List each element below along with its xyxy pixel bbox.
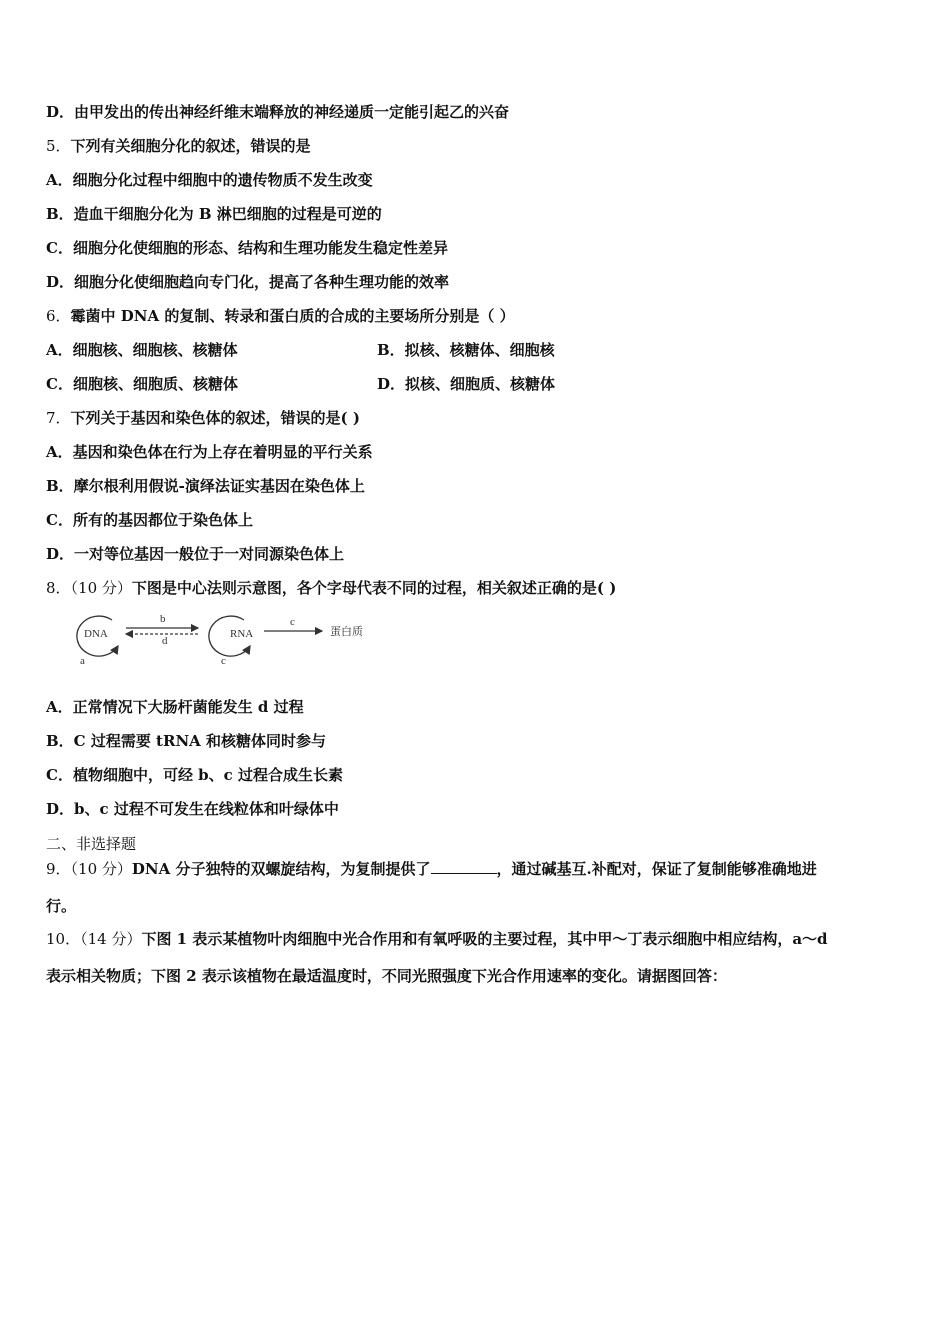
q8-option-d: D．b、c 过程不可发生在线粒体和叶绿体中 [46,800,339,818]
q5-option-b: B．造血干细胞分化为 B 淋巴细胞的过程是可逆的 [46,205,382,223]
q6-stem: 霉菌中 DNA 的复制、转录和蛋白质的合成的主要场所分别是（ ） [70,307,515,325]
q6-stem-line [46,306,515,326]
q10-number: 10． [46,930,81,948]
q9-part2: ，通过碱基互.补配对，保证了复制能够准确地进 [496,860,817,878]
q8-number: 8． [46,579,71,597]
q9-part1: DNA 分子独特的双螺旋结构，为复制提供了 [131,860,431,878]
q6-options-cd [46,374,238,394]
q7-number: 7． [46,409,71,427]
q7-option-b: B．摩尔根利用假说-演绎法证实基因在染色体上 [46,477,365,495]
q9-line1 [46,859,817,879]
q8-points: （10 分） [70,579,132,597]
q10-points: （14 分） [80,930,142,948]
q7-option-c: C．所有的基因都位于染色体上 [46,511,253,529]
q10-line1 [46,929,828,949]
q6-option-b: B．拟核、核糖体、细胞核 [377,341,555,359]
q9-points: （10 分） [70,860,132,878]
label-b: b [160,613,166,625]
q7-option-a: A．基因和染色体在行为上存在着明显的平行关系 [46,443,373,461]
q8-option-c: C．植物细胞中，可经 b、c 过程合成生长素 [46,766,344,784]
q9-answer-blank[interactable] [431,859,497,874]
q6-options-ab [46,340,238,360]
q5-number: 5． [46,137,71,155]
q7-stem: 下列关于基因和染色体的叙述，错误的是( ) [70,409,360,427]
q8-stem: 下图是中心法则示意图，各个字母代表不同的过程，相关叙述正确的是( ) [131,579,617,597]
section-heading: 二、非选择题 [46,835,137,853]
q9-part3: 行。 [46,897,77,915]
q5-stem-line [46,136,311,156]
q7-stem-line [46,408,360,428]
label-c-top: c [290,616,295,628]
q8-option-a: A．正常情况下大肠杆菌能发生 d 过程 [46,698,304,716]
label-c-bottom: c [221,655,226,667]
central-dogma-svg [58,606,388,668]
q5-option-a: A．细胞分化过程中细胞中的遗传物质不发生改变 [46,171,373,189]
protein-label: 蛋白质 [330,626,363,638]
q10-text1: 下图 1 表示某植物叶肉细胞中光合作用和有氧呼吸的主要过程，其中甲～丁表示细胞中相应结构，a～d [141,930,828,948]
q6-option-d: D．拟核、细胞质、核糖体 [377,375,556,393]
q6-option-c: C．细胞核、细胞质、核糖体 [46,375,238,393]
dna-label: DNA [84,628,108,640]
q7-option-d: D．一对等位基因一般位于一对同源染色体上 [46,545,345,563]
q5-option-c: C．细胞分化使细胞的形态、结构和生理功能发生稳定性差异 [46,239,448,257]
q10-line2: 表示相关物质；下图 2 表示该植物在最适温度时，不同光照强度下光合作用速率的变化。请据图回答： [46,967,727,985]
q8-stem-line [46,578,616,598]
q4-option-d: D．由甲发出的传出神经纤维末端释放的神经递质一定能引起乙的兴奋 [46,103,510,121]
rna-label: RNA [230,628,254,640]
q9-number: 9． [46,860,71,878]
q5-stem: 下列有关细胞分化的叙述，错误的是 [70,137,311,155]
q8-option-b: B．C 过程需要 tRNA 和核糖体同时参与 [46,732,327,750]
q6-option-a: A．细胞核、细胞核、核糖体 [46,341,238,359]
central-dogma-diagram [58,606,388,668]
label-a: a [80,655,85,667]
q5-option-d: D．细胞分化使细胞趋向专门化，提高了各种生理功能的效率 [46,273,450,291]
label-d: d [162,635,168,647]
q6-number: 6． [46,307,71,325]
